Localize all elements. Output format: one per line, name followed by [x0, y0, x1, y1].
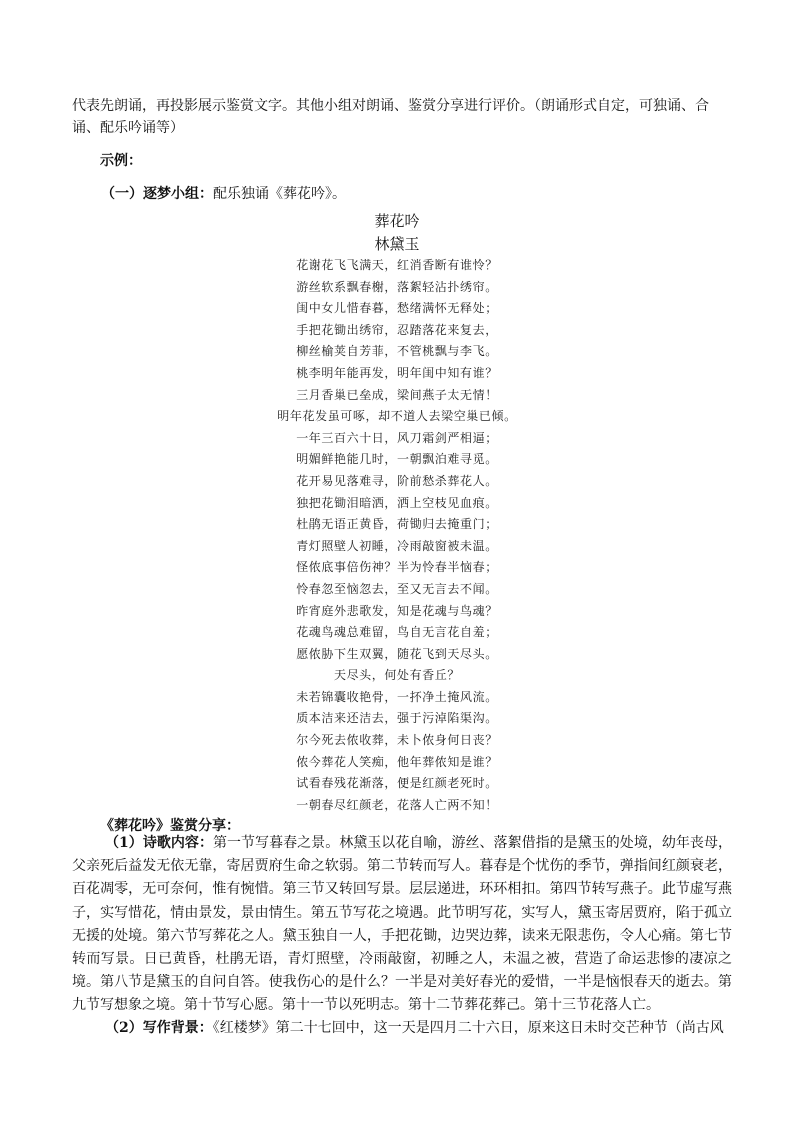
poem-line: 试看春残花渐落，便是红颜老死时。	[296, 776, 498, 791]
poem-line: 桃李明年能再发，明年闺中知有谁？	[296, 365, 498, 380]
content-label: （1）诗歌内容：	[105, 835, 213, 851]
group-label: （一）逐梦小组：	[101, 186, 213, 202]
poem-line: 青灯照壁人初睡，冷雨敲窗被未温。	[296, 538, 498, 553]
poem-line: 三月香巢已垒成，梁间燕子太无情！	[296, 387, 498, 402]
poem-line: 怜春忽至恼忽去，至又无言去不闻。	[296, 581, 498, 596]
poem-line: 闺中女儿惜春暮，愁绪满怀无释处；	[296, 301, 498, 316]
poem-title: 葬花吟	[374, 212, 420, 230]
poem-line: 明媚鲜艳能几时，一朝飘泊难寻觅。	[296, 452, 498, 467]
poem-line: 一年三百六十日，风刀霜剑严相逼；	[296, 430, 498, 445]
content-paragraph	[72, 832, 732, 1018]
group-text: 配乐独诵《葬花吟》。	[213, 186, 346, 202]
poem-line: 侬今葬花人笑痴，他年葬侬知是谁？	[296, 754, 498, 769]
example-label: 示例：	[100, 153, 142, 169]
poem-line: 质本洁来还洁去，强于污淖陷渠沟。	[296, 711, 498, 726]
poem-line: 游丝软系飘春榭，落絮轻沾扑绣帘。	[296, 279, 498, 294]
poem-line: 一朝春尽红颜老，花落人亡两不知！	[296, 797, 498, 812]
content-text: 第一节写暮春之景。林黛玉以花自喻，游丝、落絮借指的是黛玉的处境，幼年丧母，父亲死后益发无依无靠，寄居贾府生命之软弱。第二节转而写人。暮春是个忧伤的季节，弹指间红颜衰老，百花凋零，无可奈何，惟有惋惜。第三节又转回写景。层层递进，环环相扣。第四节转写燕子。此节虚写燕子，实写惜花，情由景发，景由情生。第五节写花之境遇。此节明写花，实写人，黛玉寄居贾府，陷于孤立无援的处境。第六节写葬花之人。黛玉独自一人，手把花锄，边哭边葬，读来无限悲伤，令人心痛。第七节转而写景。日已黄昏，杜鹃无语，青灯照壁，冷雨敲窗，初睡之人，未温之被，营造了命运悲惨的凄凉之境。第八节是黛玉的自问自答。使我伤心的是什么？一半是对美好春光的爱惜，一半是恼恨春天的逝去。第九节写想象之境。第十节写心愿。第十一节以死明志。第十二节葬花葬己。第十三节花落人亡。	[72, 835, 732, 1014]
poem-line: 独把花锄泪暗洒，洒上空枝见血痕。	[296, 495, 498, 510]
poem-line: 花谢花飞飞满天，红消香断有谁怜？	[296, 258, 498, 272]
background-label: （2）写作背景：	[105, 1020, 213, 1036]
poem-line: 明年花发虽可啄，却不道人去梁空巢已倾。	[277, 409, 517, 424]
poem-author: 林黛玉	[374, 235, 420, 253]
poem-line: 天尽头，何处有香丘？	[333, 668, 460, 683]
poem-line: 手把花锄出绣帘，忍踏落花来复去，	[296, 322, 498, 337]
poem-line: 花开易见落难寻，阶前愁杀葬花人。	[296, 473, 498, 488]
poem-line: 花魂鸟魂总难留，鸟自无言花自羞；	[296, 625, 498, 640]
intro-paragraph: 代表先朗诵，再投影展示鉴赏文字。其他小组对朗诵、鉴赏分享进行评价。（朗诵形式自定，可独诵、合诵、配乐吟诵等）	[72, 98, 709, 136]
poem-line: 愿侬胁下生双翼，随花飞到天尽头。	[296, 646, 498, 661]
poem-line: 昨宵庭外悲歌发，知是花魂与鸟魂？	[296, 603, 498, 618]
poem-line: 未若锦囊收艳骨，一抔净土掩风流。	[296, 689, 498, 704]
poem-line: 柳丝榆荚自芳菲，不管桃飘与李飞。	[296, 344, 498, 359]
group-heading	[101, 183, 346, 203]
poem-line: 尔今死去侬收葬，未卜侬身何日丧？	[296, 733, 498, 748]
poem-line: 怪侬底事倍伤神？半为怜春半恼春；	[296, 560, 498, 575]
appreciation-heading: 《葬花吟》鉴赏分享：	[100, 818, 240, 834]
poem-line: 杜鹃无语正黄昏，荷锄归去掩重门；	[296, 517, 498, 532]
background-text: 《红楼梦》第二十七回中，这一天是四月二十六日，原来这日未时交芒种节（尚古风	[212, 1020, 724, 1036]
background-paragraph	[72, 1017, 732, 1040]
poem-lines	[0, 255, 794, 816]
